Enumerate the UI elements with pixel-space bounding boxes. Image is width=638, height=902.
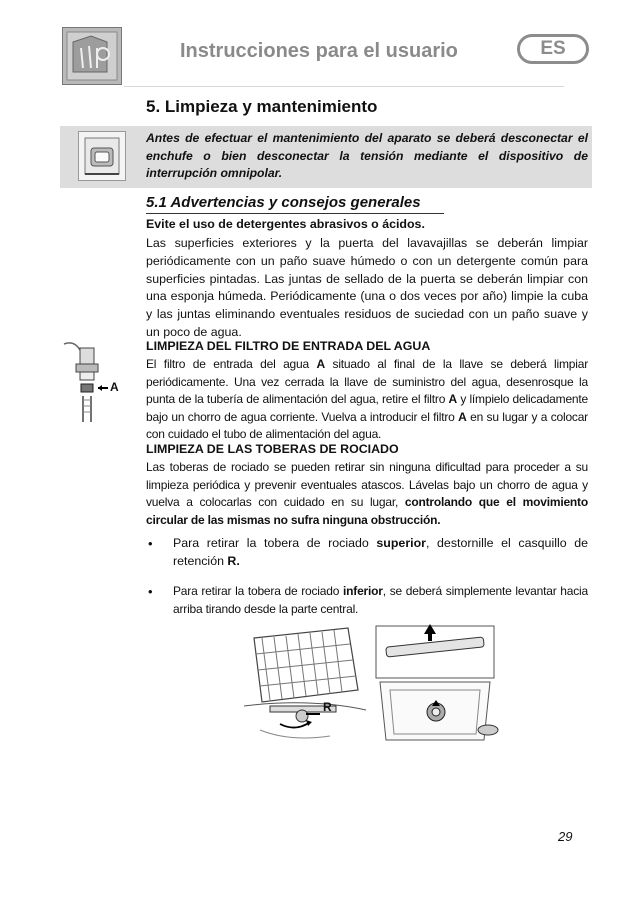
advice-text: Las superficies exteriores y la puerta del lavavajillas se deberán limpiar periódicamente con un paño suave húmedo o con un detergente común para superficies pintadas. Las juntas de sellado de la puerta se deberán limpiar con una esponja húmeda. Periódicamente (una o dos veces por año) limpie la cuba y las juntas eliminando eventuales residuos de suciedad con un paño suave y un poco de agua.: [146, 236, 588, 339]
bullet-marker: •: [148, 536, 153, 551]
section-title: 5. Limpieza y mantenimiento: [146, 97, 378, 116]
language-badge: ES: [517, 34, 589, 64]
header-logo-image: [62, 27, 122, 85]
nozzle-figure-label: R: [323, 700, 332, 714]
page-number: 29: [558, 829, 573, 844]
filter-figure-label: A: [110, 380, 119, 394]
header-title: Instrucciones para el usuario: [180, 40, 458, 62]
advice-heading: Evite el uso de detergentes abrasivos o ácidos.: [146, 217, 425, 231]
filter-heading: LIMPIEZA DEL FILTRO DE ENTRADA DEL AGUA: [146, 339, 431, 353]
bullet-marker: •: [148, 584, 153, 599]
nozzles-heading: LIMPIEZA DE LAS TOBERAS DE ROCIADO: [146, 442, 399, 456]
bullet-lower-nozzle: Para retirar la tobera de rociado inferior, se deberá simplemente levantar hacia arriba tirando desde la parte central.: [173, 584, 588, 616]
subsection-title: 5.1 Advertencias y consejos generales: [146, 194, 421, 211]
power-socket-icon: [78, 131, 126, 181]
header-divider: [124, 86, 564, 87]
filter-text: El filtro de entrada del agua A situado al final de la llave se deberá limpiar periódicamente. Una vez cerrada la llave de suministro del agua, desenrosque la punta de la tubería de alimentación del agua, retire el filtro A y límpielo delicadamente bajo un chorro de agua corriente. Vuelva a introducir el filtro A en su lugar y a colocar con cuidado el tubo de alimentación del agua.: [146, 357, 589, 442]
spray-arm-figure: [240, 620, 502, 746]
subsection-underline: [146, 213, 444, 214]
nozzles-text: Las toberas de rociado se pueden retirar sin ninguna dificultad para proceder a su limpieza periódica y prevenir eventuales atascos. Lávelas bajo un chorro de agua y vuelva a colocarlas con cuidado en su lugar, controlando que el movimiento circular de las mismas no sufra ninguna obstrucción.: [146, 460, 588, 527]
warning-text: Antes de efectuar el mantenimiento del aparato se deberá desconectar el enchufe o bien desconectar la tensión mediante el dispositivo de interrupción omnipolar.: [146, 131, 588, 180]
bullet-upper-nozzle: Para retirar la tobera de rociado superior, destornille el casquillo de retención R.: [173, 536, 588, 568]
